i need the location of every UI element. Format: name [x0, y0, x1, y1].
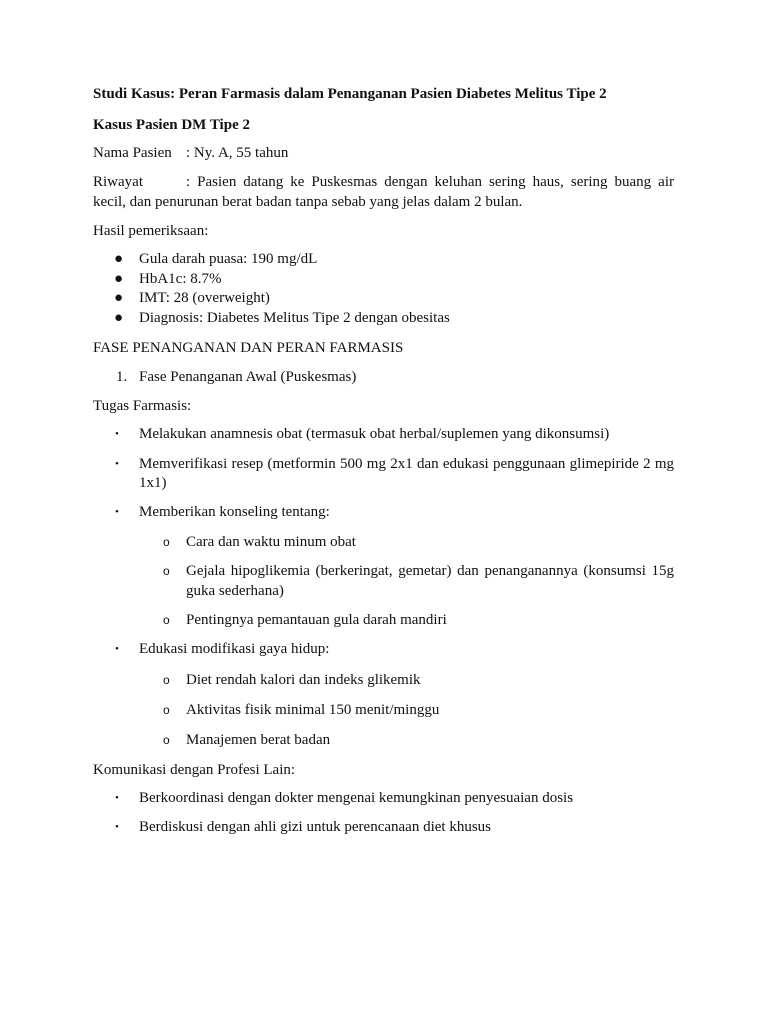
bullet-icon: • — [115, 821, 119, 833]
patient-name-label: Nama Pasien — [93, 145, 172, 161]
patient-name-value: : Ny. A, 55 tahun — [186, 145, 289, 161]
circle-bullet-icon: o — [163, 613, 170, 627]
exam-heading: Hasil pemeriksaan: — [93, 223, 209, 239]
duties-heading: Tugas Farmasis: — [93, 398, 192, 414]
circle-bullet-icon: o — [163, 535, 170, 549]
patient-history-row — [93, 172, 674, 212]
list-item — [93, 270, 674, 290]
patient-history-value: : Pasien datang ke Puskesmas dengan keluhan sering haus, sering buang air kecil, dan penurunan berat badan tanpa sebab yang jelas dalam 2 bulan. — [93, 174, 674, 210]
patient-history-paragraph — [93, 172, 674, 212]
exam-results-list — [93, 250, 674, 328]
circle-bullet-icon: o — [163, 564, 170, 578]
duties-list — [93, 425, 674, 522]
exam-item-text: Gula darah puasa: 190 mg/dL — [139, 251, 318, 267]
exam-item-text: IMT: 28 (overweight) — [139, 290, 270, 306]
sub-list-item — [93, 532, 674, 552]
duties-list-continued — [93, 640, 674, 660]
case-heading: Kasus Pasien DM Tipe 2 — [93, 117, 250, 133]
sub-list-item — [93, 730, 674, 750]
exam-item-text: Diagnosis: Diabetes Melitus Tipe 2 dengan obesitas — [139, 309, 450, 326]
list-item — [93, 289, 674, 309]
bullet-icon: • — [115, 791, 119, 804]
phase-1-label: Fase Penanganan Awal (Puskesmas) — [139, 369, 357, 385]
bullet-icon: • — [115, 643, 119, 655]
duty-item-text: Memverifikasi resep (metformin 500 mg 2x1 dan edukasi penggunaan glimepiride 2 mg 1x1) — [139, 455, 674, 491]
communication-item-text: Berkoordinasi dengan dokter mengenai kemungkinan penyesuaian dosis — [139, 789, 574, 806]
communication-item-text: Berdiskusi dengan ahli gizi untuk perencanaan diet khusus — [139, 819, 491, 835]
duty-item-text: Melakukan anamnesis obat (termasuk obat herbal/suplemen yang dikonsumsi) — [139, 426, 610, 442]
sub-item-text: Pentingnya pemantauan gula darah mandiri — [186, 612, 447, 628]
sub-item-text: Aktivitas fisik minimal 150 menit/minggu — [186, 701, 440, 718]
list-item — [93, 425, 674, 445]
patient-name-row — [93, 145, 674, 162]
list-item — [93, 309, 674, 329]
sub-list-item — [93, 561, 674, 601]
patient-history-label: Riwayat — [93, 174, 143, 190]
sub-item-text: Manajemen berat badan — [186, 731, 331, 748]
list-item — [93, 455, 674, 494]
list-item — [93, 789, 674, 809]
bullet-icon: • — [115, 457, 119, 470]
list-item — [93, 503, 674, 523]
phase-1-number: 1. — [116, 369, 128, 385]
sub-item-text: Cara dan waktu minum obat — [186, 534, 356, 550]
bullet-icon: ● — [114, 251, 124, 267]
communication-list — [93, 789, 674, 838]
document-title: Studi Kasus: Peran Farmasis dalam Penanganan Pasien Diabetes Melitus Tipe 2 — [93, 86, 607, 102]
duty-item-text: Memberikan konseling tentang: — [139, 503, 330, 520]
communication-heading: Komunikasi dengan Profesi Lain: — [93, 761, 296, 778]
exam-item-text: HbA1c: 8.7% — [139, 270, 222, 287]
document-body — [93, 84, 674, 838]
bullet-icon: ● — [114, 290, 124, 306]
circle-bullet-icon: o — [163, 672, 170, 687]
sub-item-text: Gejala hipoglikemia (berkeringat, gemetar) dan penanganannya (konsumsi 15g guka sederhana) — [186, 563, 674, 599]
list-item — [93, 250, 674, 270]
sub-list-item — [93, 610, 674, 630]
bullet-icon: • — [115, 505, 119, 518]
circle-bullet-icon: o — [163, 702, 170, 717]
sub-item-text: Diet rendah kalori dan indeks glikemik — [186, 671, 421, 688]
bullet-icon: • — [115, 428, 119, 440]
duty-item-text: Edukasi modifikasi gaya hidup: — [139, 641, 330, 657]
circle-bullet-icon: o — [163, 732, 170, 747]
list-item — [93, 818, 674, 838]
bullet-icon: ● — [114, 309, 124, 326]
phase-1-item — [93, 367, 674, 387]
sub-list-item — [93, 670, 674, 690]
bullet-icon: ● — [114, 270, 124, 287]
list-item — [93, 640, 674, 660]
phase-heading: FASE PENANGANAN DAN PERAN FARMASIS — [93, 340, 404, 356]
sub-list-item — [93, 700, 674, 720]
